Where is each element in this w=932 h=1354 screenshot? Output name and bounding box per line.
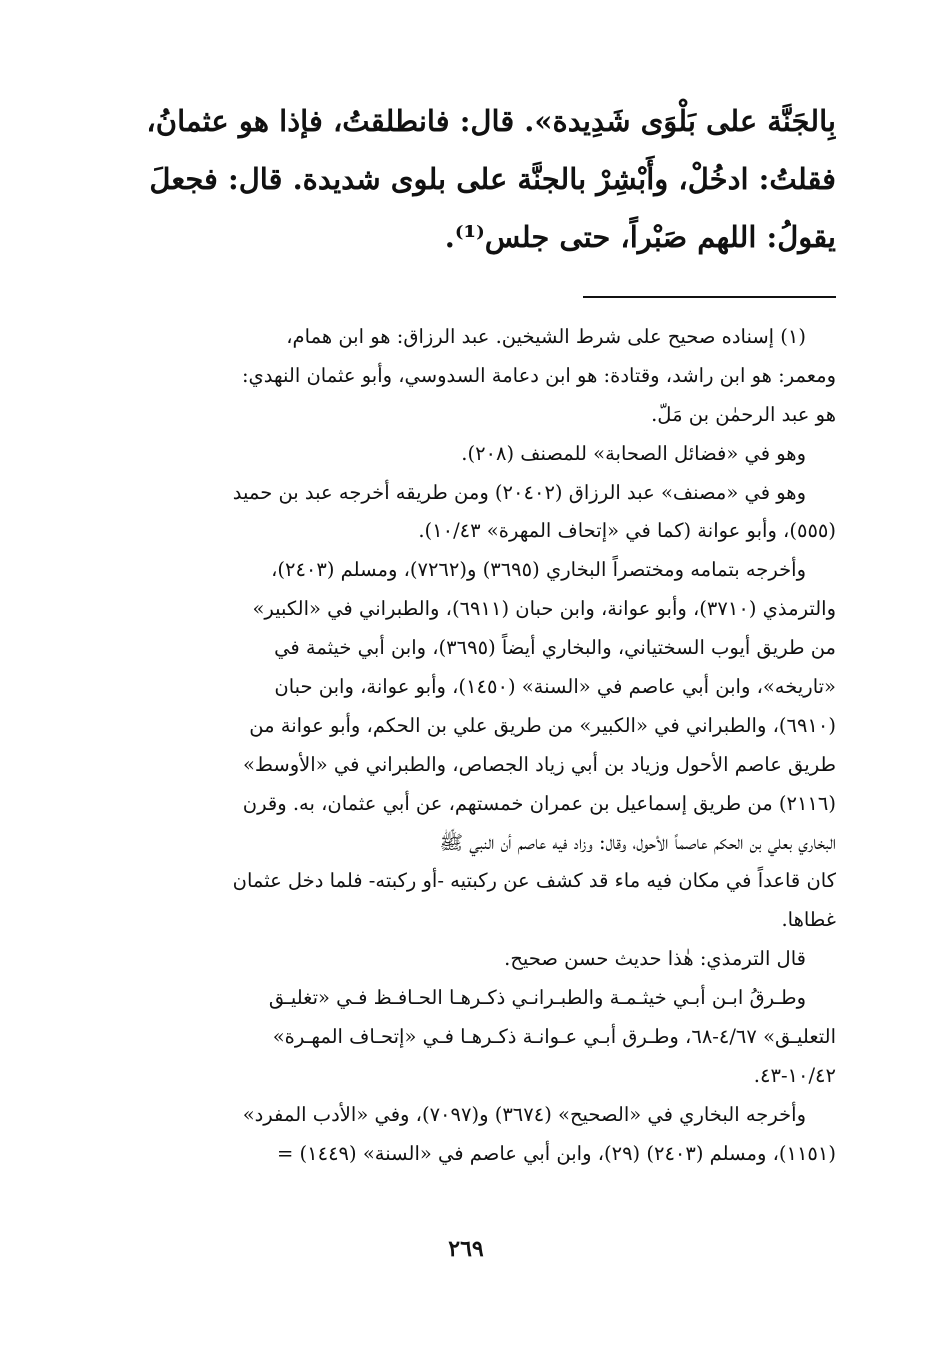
footnote-separator-rule: [583, 296, 836, 298]
footnote-line: وطـرقُ ابـن أبـي خيثـمـة والطبـرانـي ذكـرهـا الحـافـظ فـي «تغليـق: [268, 986, 806, 1010]
footnote-line: التعليـق» ٤/٦٧-٦٨، وطـرق أبـي عـوانـة ذكـرهـا فـي «إتحـاف المهـرة»: [272, 1025, 836, 1049]
footnote-line: والترمذي (٣٧١٠)، وأبو عوانة، وابن حبان (٦٩١١)، والطبراني في «الكبير»: [252, 597, 836, 621]
footnote-line: وأخرجه بتمامه ومختصراً البخاري (٣٦٩٥) و(٧٢٦٢)، ومسلم (٢٤٠٣)،: [271, 558, 806, 582]
footnote-line: طريق عاصم الأحول وزياد بن أبي زياد الجصاص، والطبراني في «الأوسط»: [242, 752, 836, 776]
footnote-line: (٥٥٥)، وأبو عوانة (كما في «إتحاف المهرة» ١٠/٤٣).: [418, 519, 836, 543]
footnote-line: وهو في «مصنف» عبد الرزاق (٢٠٤٠٢) ومن طريقه أخرجه عبد بن حميد: [232, 480, 806, 504]
footnote-line: البخاري بعلي بن الحكم عاصماً الأحول، وقال: وزاد فيه عاصم أن النبي ﷺ: [439, 830, 836, 854]
main-text-line: يقولُ: اللهم صَبْراً، حتى جلس⁽¹⁾.: [444, 220, 836, 254]
footnote-line: (٢١١٦) من طريق إسماعيل بن عمران خمستهم، عن أبي عثمان، به. وقرن: [242, 791, 836, 815]
main-text-line: فقلتُ: ادخُلْ، وأَبْشِرْ بالجنَّة على بلوى شديدة. قال: فجعلَ: [149, 162, 836, 196]
footnote-line: ١٠/٤٢-٤٣.: [753, 1063, 836, 1087]
footnote-line: (٦٩١٠)، والطبراني في «الكبير» من طريق علي بن الحكم، وأبو عوانة من: [249, 713, 836, 737]
footnote-line: هو عبد الرحمٰن بن مَلّ.: [651, 402, 836, 426]
footnote-line: قال الترمذي: هٰذا حديث حسن صحيح.: [504, 947, 806, 971]
footnote-line: وهو في «فضائل الصحابة» للمصنف (٢٠٨).: [461, 441, 806, 465]
footnotes-block: [130, 318, 836, 1174]
footnote-line: من طريق أيوب السختياني، والبخاري أيضاً (٣٦٩٥)، وابن أبي خيثمة في: [274, 636, 836, 660]
page-number: ٢٦٩: [448, 1236, 484, 1262]
footnote-line: (١) إسناده صحيح على شرط الشيخين. عبد الرزاق: هو ابن همام،: [286, 325, 806, 348]
footnote-line: غطاها.: [781, 908, 836, 932]
footnote-line: كان قاعداً في مكان فيه ماء قد كشف عن ركبتيه -أو ركبته- فلما دخل عثمان: [232, 869, 836, 893]
footnote-line: وأخرجه البخاري في «الصحيح» (٣٦٧٤) و(٧٠٩٧)، وفي «الأدب المفرد»: [242, 1102, 806, 1126]
footnote-line: «تاريخه»، وابن أبي عاصم في «السنة» (١٤٥٠)، وأبو عوانة، وابن حبان: [274, 675, 836, 699]
main-text-block: [130, 92, 836, 266]
footnote-line: ومعمر: هو ابن راشد، وقتادة: هو ابن دعامة السدوسي، وأبو عثمان النهدي:: [241, 363, 836, 387]
footnote-line: (١١٥١)، ومسلم (٢٤٠٣) (٢٩)، وابن أبي عاصم في «السنة» (١٤٤٩) =: [276, 1141, 836, 1165]
main-text-line: بِالجَنَّة على بَلْوَى شَدِيدة». قال: فانطلقتُ، فإذا هو عثمانُ،: [146, 104, 836, 138]
